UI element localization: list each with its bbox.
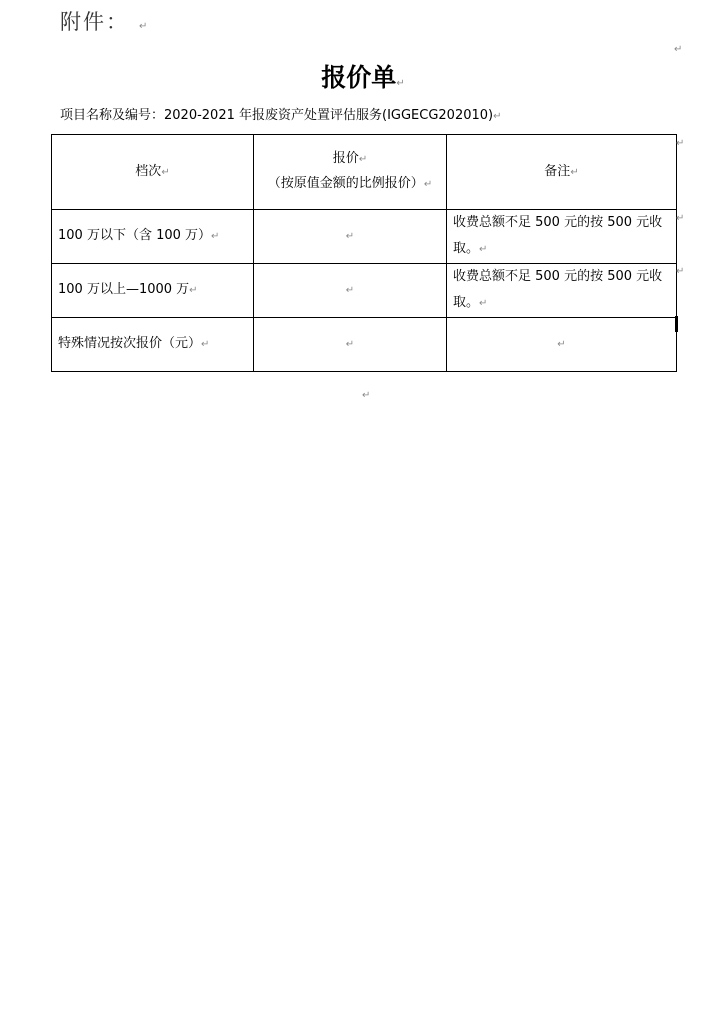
text-cursor [675, 316, 678, 332]
remark-cell: 收费总额不足 500 元的按 500 元收取。↵ [447, 210, 677, 264]
quote-table [51, 134, 677, 372]
paragraph-mark-icon: ↵ [345, 339, 355, 350]
paragraph-mark-icon: ↵ [139, 21, 150, 32]
header-tier: 档次↵ [52, 135, 254, 210]
price-cell[interactable] [254, 264, 447, 318]
paragraph-mark-icon: ↵ [211, 231, 220, 242]
header-remark: 备注↵ [447, 135, 677, 210]
remark-cell: 收费总额不足 500 元的按 500 元收取。↵ [447, 264, 677, 318]
tier-cell: 100 万以上—1000 万↵ [52, 264, 254, 318]
paragraph-mark-icon: ↵ [676, 138, 685, 149]
tier-cell: 特殊情况按次报价（元）↵ [52, 318, 254, 372]
paragraph-mark-icon: ↵ [358, 154, 368, 165]
table-row [52, 210, 677, 264]
remark-cell[interactable] [447, 318, 677, 372]
paragraph-mark-icon: ↵ [189, 285, 198, 296]
header-price: 报价↵ （按原值金额的比例报价）↵ [254, 135, 447, 210]
project-name-line: 项目名称及编号：2020-2021 年报废资产处置评估服务(IGGECG202010)↵ [60, 108, 502, 123]
price-cell[interactable] [254, 210, 447, 264]
paragraph-mark-icon: ↵ [201, 339, 210, 350]
paragraph-mark-icon: ↵ [396, 78, 405, 89]
paragraph-mark-icon: ↵ [557, 339, 566, 350]
paragraph-mark-icon: ↵ [345, 231, 355, 242]
paragraph-mark-icon: ↵ [676, 266, 685, 277]
page-title: 报价单↵ [321, 63, 405, 92]
paragraph-mark-icon: ↵ [674, 44, 683, 55]
paragraph-mark-icon: ↵ [570, 166, 579, 178]
paragraph-mark-icon: ↵ [479, 244, 488, 255]
paragraph-mark-icon: ↵ [423, 179, 433, 190]
paragraph-mark-icon: ↵ [345, 285, 355, 296]
paragraph-mark-icon: ↵ [479, 298, 488, 309]
table-row [52, 264, 677, 318]
tier-cell: 100 万以下（含 100 万）↵ [52, 210, 254, 264]
table-row [52, 318, 677, 372]
paragraph-mark-icon: ↵ [362, 390, 371, 401]
paragraph-mark-icon: ↵ [161, 166, 170, 178]
attachment-label: 附件： ↵ [60, 10, 150, 34]
table-header-row [52, 135, 677, 210]
paragraph-mark-icon: ↵ [493, 111, 502, 122]
paragraph-mark-icon: ↵ [676, 213, 685, 224]
price-cell[interactable] [254, 318, 447, 372]
